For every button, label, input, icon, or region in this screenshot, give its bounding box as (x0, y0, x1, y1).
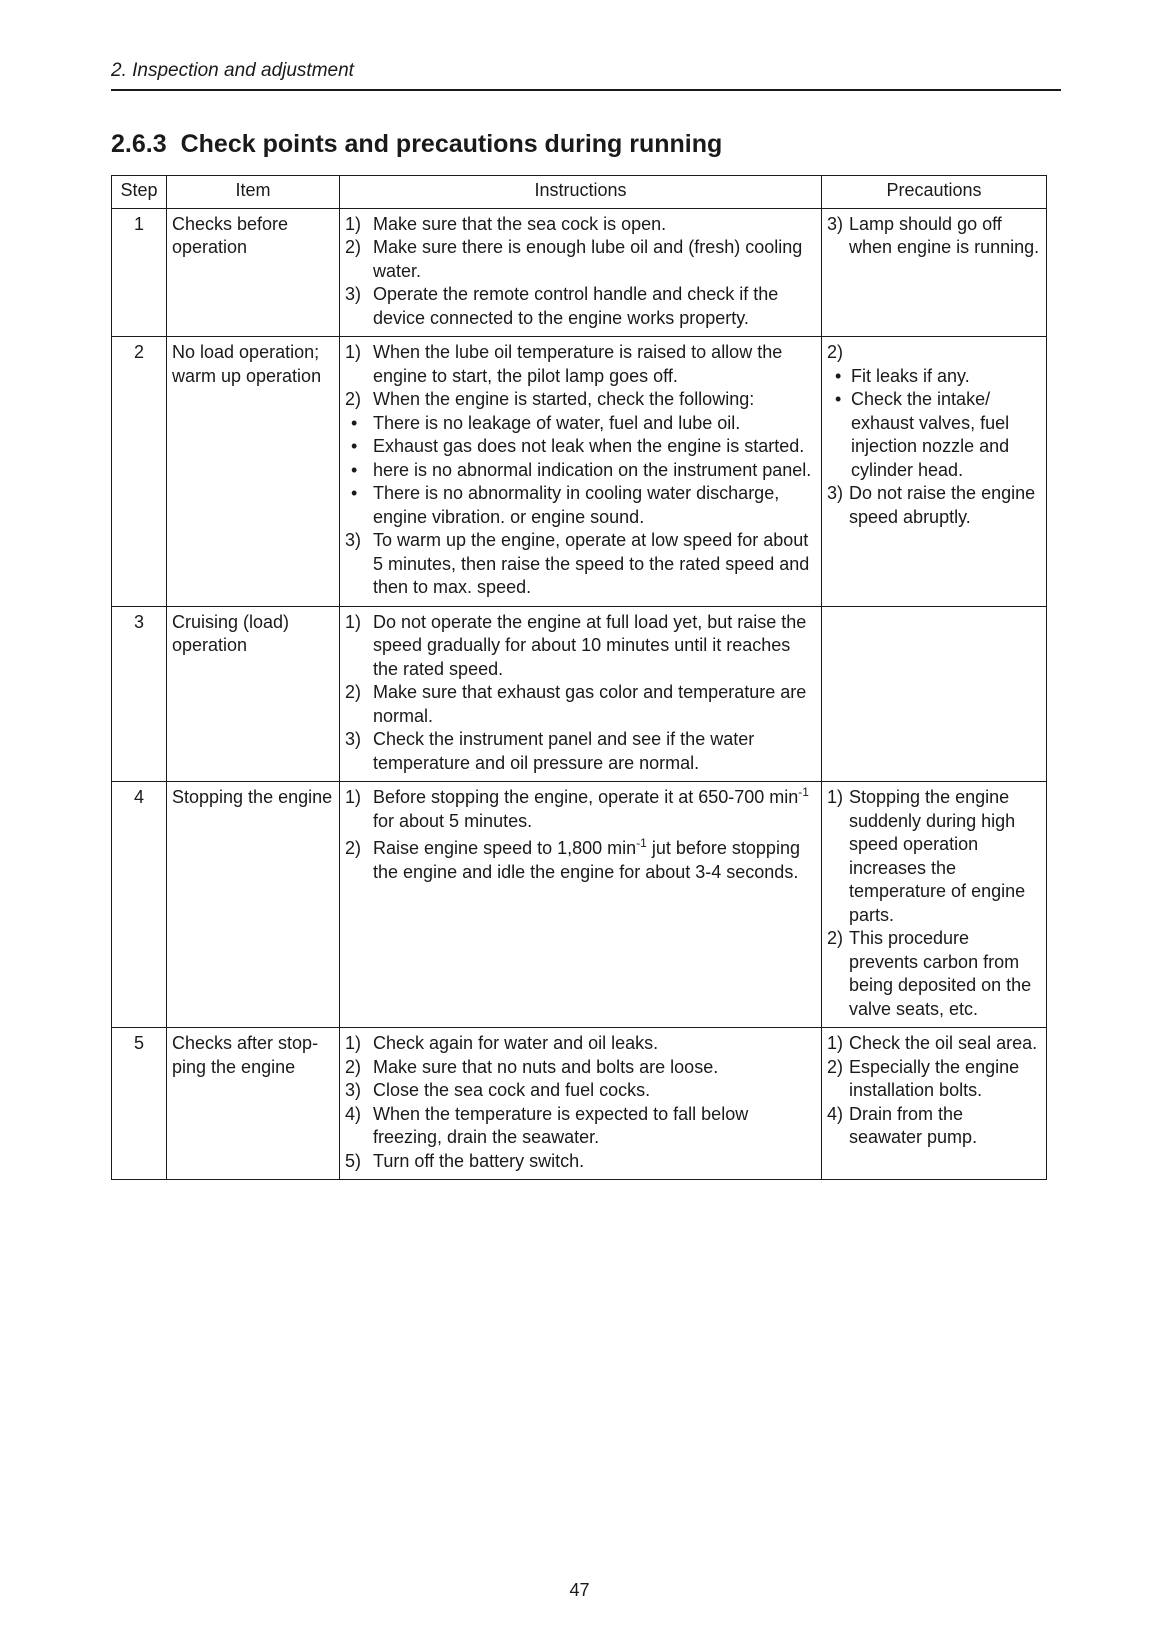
item-cell: Checks after stop-ping the engine (167, 1028, 340, 1180)
instruction-line: 1) Before stopping the engine, operate it at 650-700 $\min^{-1}$ for about 5 minutes. (345, 785, 809, 831)
item-cell: Cruising (load) operation (167, 606, 340, 782)
instruction-line: 1) Do not operate the engine at full load yet, but raise the speed gradually for about 10 minutes until it reaches the rated speed. (345, 611, 807, 679)
instruction-line: 1) When the lube oil temperature is raised to allow the engine to start, the pilot lamp goes off. (345, 342, 783, 386)
instructions-cell (340, 208, 822, 337)
instruction-bullet: • here is no abnormal indication on the instrument panel. (345, 459, 816, 483)
item-cell: No load operation; warm up operation (167, 337, 340, 607)
step-number: 3 (112, 606, 167, 782)
precautions-cell (822, 1028, 1047, 1180)
instruction-line: 3) Check the instrument panel and see if the water temperature and oil pressure are normal. (345, 729, 755, 773)
instruction-line: 2) Make sure that no nuts and bolts are loose. (345, 1056, 719, 1077)
section-title-text: Check points and precautions during running (180, 130, 723, 158)
instructions-cell (340, 1028, 822, 1180)
instruction-line: 1) Make sure that the sea cock is open. (345, 213, 667, 234)
precaution-line: 1) Stopping the engine suddenly during high speed operation increases the temperature of engine parts. (827, 787, 1026, 925)
header-step: Step (112, 176, 167, 209)
instruction-line: 5) Turn off the battery switch. (345, 1150, 585, 1171)
instruction-line: 3) Operate the remote control handle and check if the device connected to the engine works property. (345, 284, 779, 328)
header-instructions: Instructions (340, 176, 822, 209)
instruction-bullet: • There is no leakage of water, fuel and lube oil. (345, 412, 816, 436)
precaution-bullet: • Check the intake/ exhaust valves, fuel injection nozzle and cylinder head. (827, 388, 1041, 482)
precautions-cell (822, 606, 1047, 782)
bullet-icon: • (351, 412, 358, 433)
precaution-line: 4) Drain from the seawater pump. (827, 1103, 978, 1147)
step-number: 4 (112, 782, 167, 1028)
header-item: Item (167, 176, 340, 209)
table-row (112, 1028, 1047, 1180)
step-number: 5 (112, 1028, 167, 1180)
precaution-line: 1) Check the oil seal area. (827, 1033, 1038, 1053)
instruction-line: 3) To warm up the engine, operate at low speed for about 5 minutes, then raise the speed to the rated speed and then to max. speed. (345, 530, 810, 597)
instruction-line: 2) When the engine is started, check the following: (345, 389, 755, 409)
instruction-line: 2) Make sure there is enough lube oil and (fresh) cooling water. (345, 237, 803, 281)
instruction-line: 2) Make sure that exhaust gas color and temperature are normal. (345, 682, 807, 726)
instruction-line: 3) Close the sea cock and fuel cocks. (345, 1080, 651, 1100)
instruction-line: 2) Raise engine speed to 1,800 $\min^{-1}$ jut before stopping the engine and idle the engine for about 3-4 seconds. (345, 836, 800, 882)
precaution-line: 3) Do not raise the engine speed abruptly. (827, 483, 1036, 527)
precautions-cell (822, 337, 1047, 607)
instructions-cell (340, 337, 822, 607)
table-row (112, 782, 1047, 1028)
step-number: 2 (112, 337, 167, 607)
table-row (112, 337, 1047, 607)
header-precautions: Precautions (822, 176, 1047, 209)
instruction-line: 4) When the temperature is expected to fall below freezing, drain the seawater. (345, 1103, 749, 1147)
table-row (112, 208, 1047, 337)
running-header: 2. Inspection and adjustment (111, 60, 1061, 91)
check-points-table (111, 175, 1047, 1180)
precaution-line: 2) Especially the engine installation bolts. (827, 1056, 1020, 1100)
bullet-icon: • (351, 459, 358, 480)
table-row (112, 606, 1047, 782)
item-cell: Stopping the engine (167, 782, 340, 1028)
instruction-bullet: • There is no abnormality in cooling water discharge, engine vibration. or engine sound. (345, 482, 816, 529)
precaution-bullet: • Fit leaks if any. (827, 365, 1041, 389)
instruction-bullet: • Exhaust gas does not leak when the engine is started. (345, 435, 816, 459)
precaution-line: 2) This procedure prevents carbon from being deposited on the valve seats, etc. (827, 928, 1032, 1019)
item-cell: Checks before operation (167, 208, 340, 337)
precaution-number: 2) (827, 342, 844, 362)
table-header-row (112, 176, 1047, 209)
section-number: 2.6.3 (111, 130, 167, 158)
precautions-cell (822, 208, 1047, 337)
step-number: 1 (112, 208, 167, 337)
instructions-cell (340, 782, 822, 1028)
precaution-line: 3) Lamp should go off when engine is running. (827, 213, 1040, 257)
section-title (111, 130, 722, 159)
instruction-line: 1) Check again for water and oil leaks. (345, 1033, 659, 1053)
page-number: 47 (569, 1580, 590, 1600)
bullet-icon: • (835, 365, 842, 386)
bullet-icon: • (351, 436, 358, 456)
instructions-cell (340, 606, 822, 782)
bullet-icon: • (351, 483, 358, 503)
precautions-cell (822, 782, 1047, 1028)
bullet-icon: • (835, 389, 842, 409)
